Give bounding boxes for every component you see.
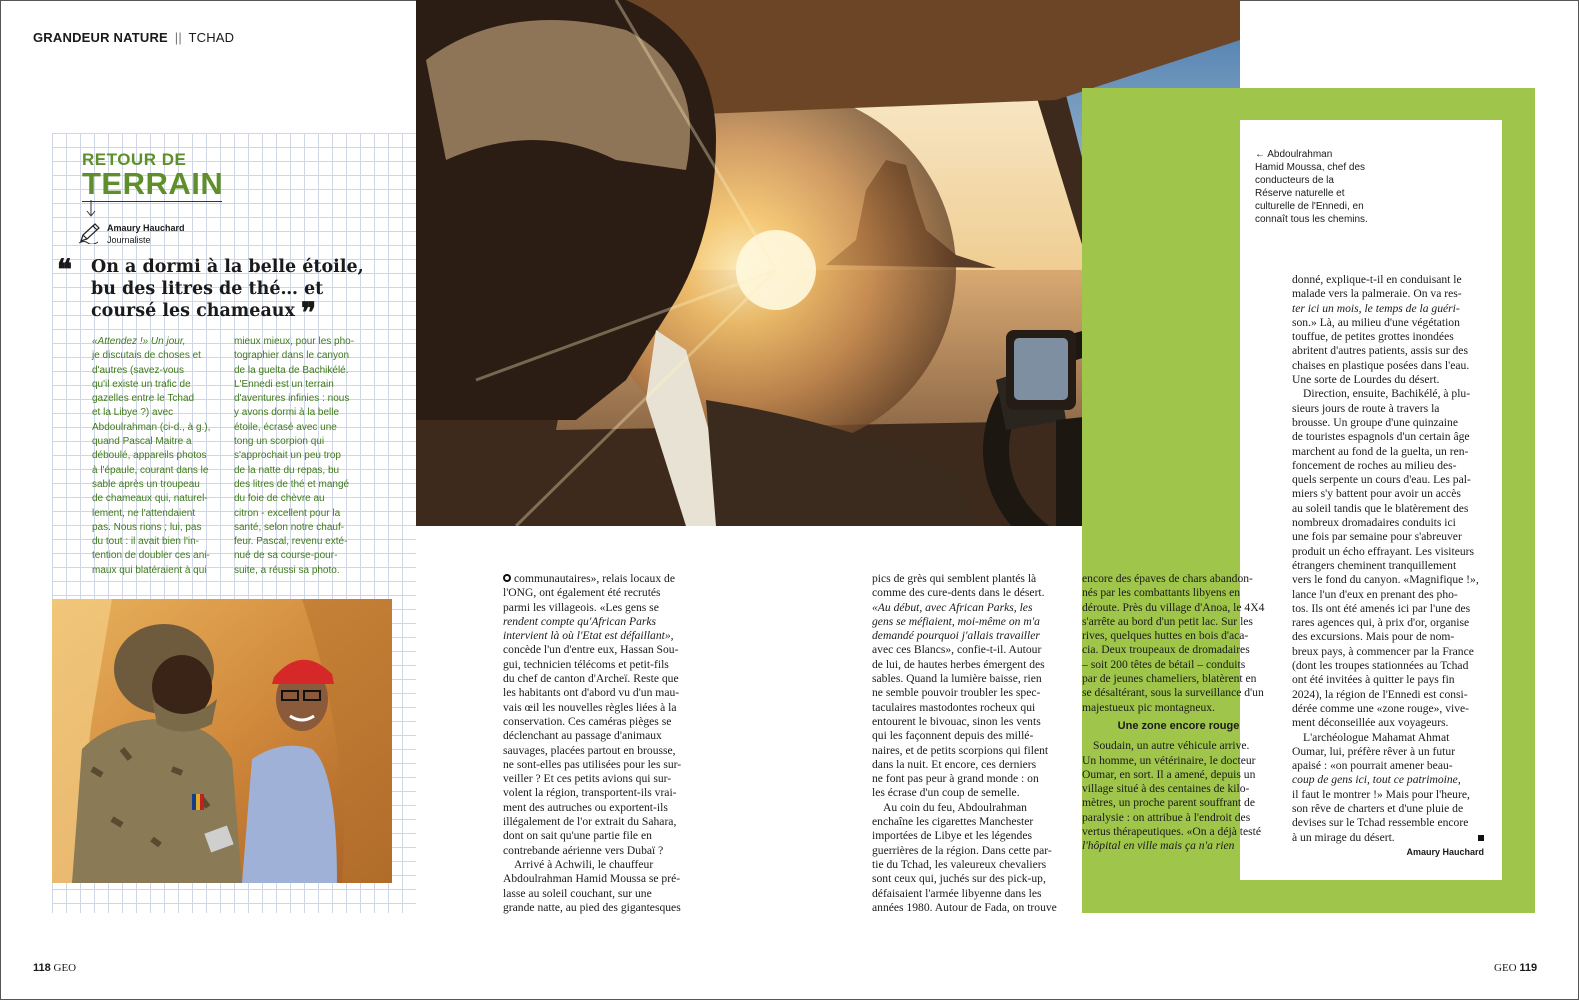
intro-line: maux qui blatéraient à qui — [92, 564, 207, 576]
caption-line: Réserve naturelle et — [1255, 188, 1345, 199]
quote-line: coursé les chameaux — [91, 301, 295, 321]
body-line: coup de gens ici, tout ce patrimoine, — [1292, 773, 1461, 787]
intro-line: du foie de chèvre au — [234, 493, 325, 505]
body-line: enchaîne les cigarettes Manchester — [872, 815, 1034, 829]
body-line: abritent d'autres patients, assis sur des — [1292, 344, 1468, 358]
body-line: dont on sait qu'une partie file en — [503, 829, 652, 843]
end-mark-icon — [1478, 835, 1484, 841]
body-line: les écrase d'un coup de semelle. — [872, 786, 1020, 800]
intro-line: de chameaux qui, naturel- — [92, 493, 208, 505]
intro-line: s'approchait un peu trop — [234, 450, 341, 462]
signature: Amaury Hauchard — [1406, 846, 1484, 857]
body-line: paralysie : on attribue à l'endroit des — [1082, 810, 1251, 824]
body-line: Au coin du feu, Abdoulrahman — [883, 800, 1027, 814]
header-separator: || — [174, 30, 182, 45]
body-line: sieurs jours de route à travers la — [1292, 401, 1440, 415]
body-line: 2024), la région de l'Ennedi est consi- — [1292, 687, 1468, 701]
body-line: ter ici un mois, le temps de la guéri- — [1292, 301, 1460, 315]
body-line: veiller ? Et ces petits avions qui sur- — [503, 772, 672, 786]
body-line: déclenchant au passage d'animaux — [503, 729, 662, 743]
section-title: GRANDEUR NATURE — [33, 30, 168, 45]
intro-line: tention de doubler ces ani- — [92, 550, 210, 562]
running-header — [33, 30, 234, 45]
intro-line: gazelles entre le Tchad — [92, 393, 195, 405]
body-line: brousse. Un groupe d'une quinzaine — [1292, 415, 1458, 429]
body-line: gens se méfiaient, moi-même on m'a — [872, 614, 1040, 628]
intro-line: tographier dans le canyon — [234, 350, 350, 362]
folio-left — [33, 962, 76, 974]
body-line: avec ces Blancs», confie-t-il. Autour — [872, 643, 1042, 657]
body-line: par de jeunes chameliers, blatèrent en — [1082, 672, 1257, 686]
quote-close-mark: ❞ — [301, 296, 317, 329]
body-line: parmi les villageois. «Les gens se — [503, 600, 659, 614]
body-line: ne font pas peur à grand monde : on — [872, 772, 1039, 786]
portrait-photo — [52, 599, 392, 883]
down-arrow-icon — [86, 200, 96, 218]
left-arrow-icon: ← — [1255, 149, 1265, 160]
body-line: défaisaient l'armée libyenne dans les — [872, 886, 1042, 900]
body-line: naires, et de petits scorpions qui filent — [872, 743, 1049, 757]
country-label: TCHAD — [188, 30, 235, 45]
intro-line: tong un scorpion qui — [234, 436, 325, 448]
body-line: produit un écho effrayant. Les visiteurs — [1292, 544, 1475, 558]
quote-open-mark: ❝ — [57, 253, 73, 286]
body-line: dans la nuit. Et encore, ces derniers — [872, 757, 1037, 771]
body-line: mètres, un proche parent souffrant de — [1082, 796, 1255, 810]
body-line: sont ceux qui, juchés sur des pick-up, — [872, 872, 1046, 886]
body-line: nombreux dromadaires conduits ici — [1292, 516, 1456, 530]
pen-icon — [78, 222, 102, 244]
body-line: tos. Ils ont été amenés ici par l'une des — [1292, 601, 1471, 615]
body-line: ment des autruches ou exportent-ils — [503, 800, 668, 814]
body-line: entourent le bivouac, sinon les vents — [872, 714, 1041, 728]
body-line: à un mirage du désert. — [1292, 830, 1395, 844]
intro-line: «Attendez !» Un jour, — [92, 336, 186, 347]
body-line: des excursions. Mais pour de nom- — [1292, 630, 1455, 644]
folio-right — [1494, 962, 1537, 974]
body-line: vais œil les nouvelles règles liées à la — [503, 700, 677, 714]
intro-line: à l'épaule, courant dans le — [92, 464, 209, 476]
caption-line: Hamid Moussa, chef des — [1255, 162, 1366, 173]
body-line: gui, technicien télécoms et petit-fils — [503, 657, 669, 671]
body-line: lance l'un d'eux en prenant des pho- — [1292, 587, 1458, 601]
body-line: l'hôpital en ville mais ça n'a rien — [1082, 839, 1235, 853]
subheading: Une zone encore rouge — [1117, 719, 1240, 732]
body-line: breux pays, à commencer par la France — [1292, 644, 1474, 658]
body-line: – soit 200 têtes de bétail – conduits — [1082, 657, 1246, 671]
intro-line: nué de sa course-pour- — [234, 550, 338, 562]
body-line: donné, explique-t-il en conduisant le — [1292, 273, 1462, 286]
intro-line: sable après un troupeau — [92, 478, 200, 490]
body-line: Un homme, un vétérinaire, le docteur — [1082, 753, 1256, 767]
intro-line: y avons dormi à la belle — [234, 407, 340, 419]
author-name: Amaury Hauchard — [107, 223, 185, 233]
intro-line: suite, a réussi sa photo. — [234, 564, 340, 576]
intro-line: d'aventures infinies : nous — [234, 393, 350, 405]
quote-line: bu des litres de thé… et — [91, 279, 324, 299]
continuation-bullet-icon — [503, 574, 511, 582]
body-line: marchent au fond de la guelta, un ren- — [1292, 444, 1469, 458]
body-line: apaisé : «on pourrait amener beau- — [1292, 759, 1453, 773]
body-line: devises sur le Tchad ressemble encore — [1292, 816, 1469, 830]
body-line: au soleil tandis que le blatèrement des — [1292, 501, 1469, 515]
body-column-1 — [503, 572, 696, 915]
body-line: ne semble pouvoir troubler les spec- — [872, 686, 1041, 700]
intro-column-1 — [92, 335, 224, 578]
body-line: s'arrête au bord d'un petit lac. Sur les — [1082, 614, 1253, 628]
intro-line: qu'il existe un trafic de — [92, 378, 191, 390]
body-line: les habitants ont d'abord vu d'un mau- — [503, 686, 680, 700]
body-line: touffue, de petites grottes inondées — [1292, 330, 1454, 344]
body-line: (dont les troupes stationnées au Tchad — [1292, 659, 1469, 673]
intro-line: Abdoulrahman (ci-d., à g.), — [92, 421, 211, 433]
body-line: Soudain, un autre véhicule arrive. — [1093, 739, 1250, 753]
body-line: L'archéologue Mahamat Ahmat — [1303, 730, 1450, 744]
intro-line: citron - excellent pour la — [234, 507, 341, 519]
body-line: déroute. Près du village d'Anoa, le 4X4 — [1082, 600, 1265, 614]
kicker-rule — [82, 201, 222, 202]
body-line: village situé à des centaines de kilo- — [1082, 782, 1250, 796]
body-column-3 — [1082, 572, 1275, 854]
body-line: importées de Libye et les légendes — [872, 829, 1033, 843]
body-line: rendent compte qu'African Parks — [503, 614, 657, 628]
body-line: se désaltérant, sous la surveillance d'un — [1082, 686, 1264, 700]
body-line: guerrières de la région. Dans cette par- — [872, 843, 1052, 857]
body-line: Abdoulrahman Hamid Moussa se pré- — [503, 872, 681, 886]
intro-line: du tout : il avait bien l'in- — [92, 536, 199, 548]
body-line: il faut le montrer !» Mais pour l'heure, — [1292, 787, 1470, 801]
intro-line: de la guelta de Bachikélé. — [234, 364, 349, 376]
intro-line: d'autres (savez-vous — [92, 364, 184, 376]
magazine-name: GEO — [1494, 962, 1517, 974]
body-line: ont été invitées à quitter le pays fin — [1292, 673, 1455, 687]
body-line: grande natte, au pied des gigantesques — [503, 900, 681, 914]
body-line: ment déconseillée aux voyageurs. — [1292, 716, 1449, 730]
body-line: vers le fond du canyon. «Magnifique !», — [1292, 573, 1479, 587]
intro-line: pas. Nous rions ; lui, pas — [92, 521, 202, 533]
body-line: cia. Deux troupeaux de dromadaires — [1082, 643, 1250, 657]
page-number: 119 — [1519, 962, 1538, 974]
body-line: son.» Là, au milieu d'une végétation — [1292, 315, 1460, 329]
body-line: illégalement de l'or extrait du Sahara, — [503, 815, 677, 829]
body-line: rives, quelques huttes en bois d'aca- — [1082, 629, 1249, 643]
body-line: son rêve de charters et d'une pluie de — [1292, 801, 1464, 815]
caption-line: culturelle de l'Ennedi, en — [1255, 201, 1364, 212]
body-line: contrebande aérienne vers Dubaï ? — [503, 843, 664, 857]
body-line: l'ONG, ont également été recrutés — [503, 586, 661, 600]
intro-line: feur. Pascal, revenu exté- — [234, 536, 348, 548]
body-line: sables. Quand la lumière baisse, rien — [872, 672, 1042, 686]
kicker-small: RETOUR DE — [82, 150, 187, 169]
body-line: demandé pourquoi j'allais travailler — [872, 629, 1040, 643]
body-line: de lui, de hautes herbes émergent des — [872, 657, 1045, 671]
body-line: comme des cure-dents dans le désert. — [872, 586, 1045, 600]
intro-line — [92, 335, 224, 349]
body-column-2 — [872, 572, 1065, 915]
body-line: conservation. Ces caméras pièges se — [503, 714, 672, 728]
body-line: miers s'y battent pour avoir un accès — [1292, 487, 1461, 501]
intro-column-2 — [234, 335, 366, 578]
body-line: intervient là où l'Etat est défaillant», — [503, 629, 674, 643]
body-line: malade vers la palmeraie. On va res- — [1292, 287, 1462, 301]
body-line: Oumar, lui, préfère rêver à un futur — [1292, 744, 1456, 758]
caption-line: conducteurs de la — [1255, 175, 1334, 186]
page-number: 118 — [33, 962, 51, 974]
intro-line: de la natte du repas, bu — [234, 464, 340, 476]
body-line: majestueux pic montagneux. — [1082, 700, 1215, 714]
intro-line: des litres de thé et mangé — [234, 478, 350, 490]
body-column-4 — [1292, 273, 1484, 859]
body-line: tie du Tchad, les valeureux chevaliers — [872, 857, 1047, 871]
body-line: Direction, ensuite, Bachikélé, à plu- — [1303, 387, 1471, 401]
intro-line: mieux mieux, pour les pho- — [234, 336, 355, 347]
body-line: nés par les combattants libyens en — [1082, 586, 1241, 600]
intro-line: déboulé, appareils photos — [92, 450, 207, 462]
body-line: vertus thérapeutiques. «On a déjà testé — [1082, 825, 1261, 839]
intro-line: L'Ennedi est un terrain — [234, 378, 334, 390]
body-line: quels serpente un cours d'eau. Les pal- — [1292, 473, 1471, 487]
intro-line: étoile, écrasé avec une — [234, 421, 337, 433]
pull-quote — [57, 253, 397, 329]
body-line: taculaires mastodontes rocheux qui — [872, 700, 1036, 714]
magazine-name: GEO — [53, 962, 77, 974]
photo-caption — [1255, 148, 1395, 226]
caption-line: Abdoulrahman — [1267, 149, 1333, 160]
intro-line: lement, ne l'attendaient — [92, 507, 196, 519]
intro-line: santé, selon notre chauf- — [234, 521, 345, 533]
intro-line: quand Pascal Maitre a — [92, 436, 192, 448]
body-line: foncement de roches au milieu des- — [1292, 458, 1457, 472]
body-line: dérée comme une «zone rouge», vive- — [1292, 701, 1470, 715]
body-line: une fois par semaine pour s'abreuver — [1292, 530, 1462, 544]
intro-line: et la Libye ?) avec — [92, 407, 174, 419]
body-line: «Au début, avec African Parks, les — [872, 600, 1033, 614]
kicker-title: TERRAIN — [82, 166, 224, 201]
body-line: qui les façonnent depuis des millé- — [872, 729, 1034, 743]
body-line: concède l'un d'entre eux, Hassan Sou- — [503, 643, 679, 657]
intro-line: je discutais de choses et — [92, 350, 201, 362]
body-line: Oumar, en sort. Il a amené, depuis un — [1082, 767, 1256, 781]
body-line: du chef de canton d'Archeï. Reste que — [503, 672, 679, 686]
body-line: encore des épaves de chars abandon- — [1082, 572, 1253, 585]
body-line: Une sorte de Lourdes du désert. — [1292, 373, 1440, 387]
body-line: rares agences qui, à prix d'or, organise — [1292, 616, 1470, 630]
author-role: Journaliste — [107, 235, 151, 245]
body-line: Arrivé à Achwili, le chauffeur — [514, 857, 654, 871]
body-line: communautaires», relais locaux de — [514, 572, 675, 585]
caption-line: connaît tous les chemins. — [1255, 214, 1368, 225]
body-line: lasse au soleil couchant, sur une — [503, 886, 652, 900]
quote-line: On a dormi à la belle étoile, — [91, 257, 364, 277]
body-line: pics de grès qui semblent plantés là — [872, 572, 1037, 585]
body-line: ne sont-elles pas utilisées pour les sur- — [503, 757, 682, 771]
body-line: années 1980. Autour de Fada, on trouve — [872, 900, 1057, 914]
body-line: étrangers cheminent tranquillement — [1292, 558, 1457, 572]
body-line: de touristes espagnols d'un certain âge — [1292, 430, 1470, 444]
body-line: sauvages, placées partout en brousse, — [503, 743, 676, 757]
body-line: chaises en plastique posées dans l'eau. — [1292, 358, 1470, 372]
body-line: volent la région, transportent-ils vrai- — [503, 786, 677, 800]
